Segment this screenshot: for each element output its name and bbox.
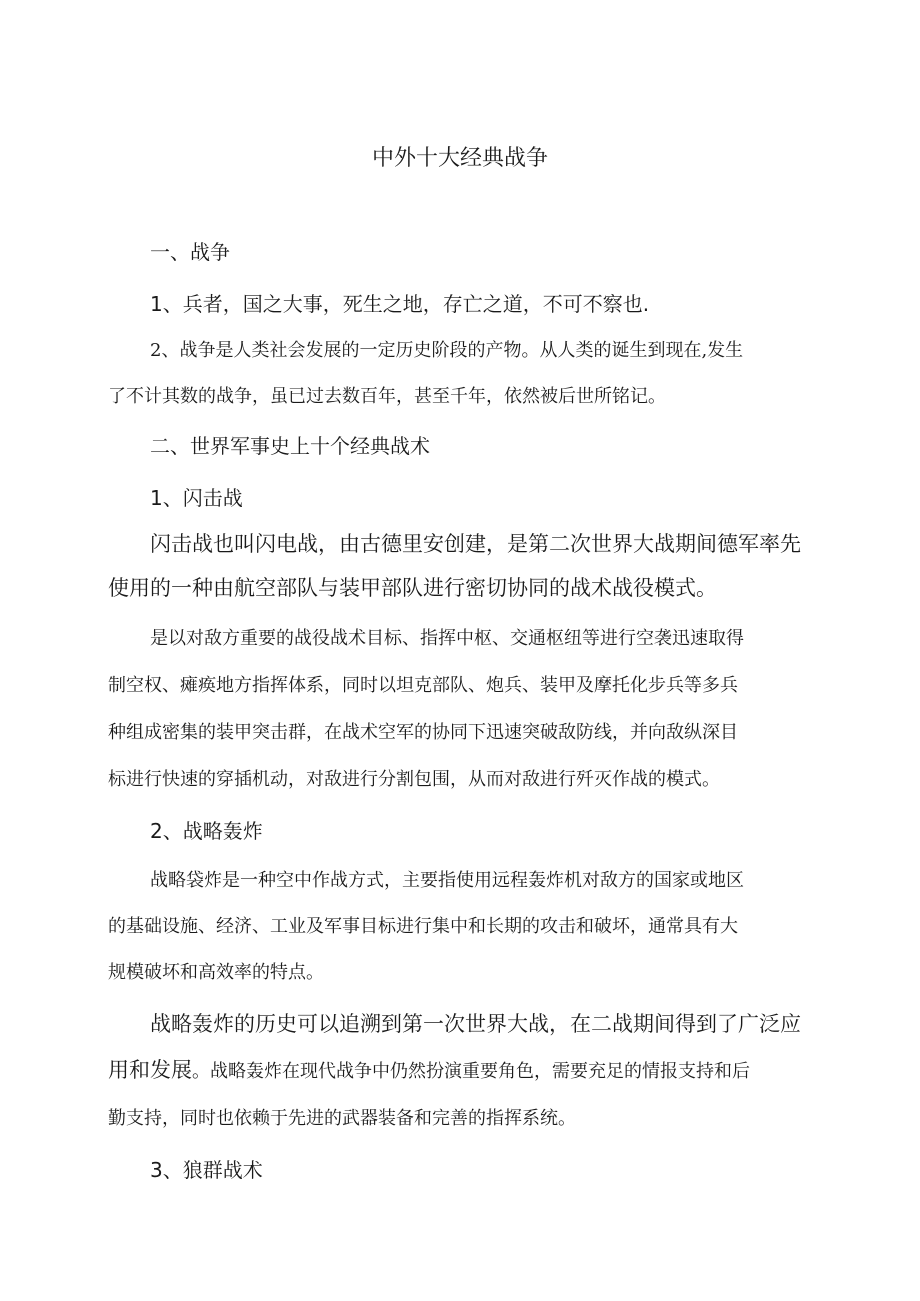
blitzkrieg-para-2-line-4: 标进行快速的穿插机动，对敌进行分割包围，从而对敌进行歼灭作战的模式。 [108,769,720,790]
bombing-para-2-line-3: 勤支持，同时也依赖于先进的武器装备和完善的指挥系统。 [108,1108,576,1129]
subsection-heading-wolfpack: 3、狼群战术 [150,1158,263,1182]
bombing-para-2-line-2-rest: 。战略轰炸在现代战争中仍然扮演重要角色，需要充足的情报支持和后 [192,1061,750,1082]
item-2-line-1: 2、战争是人类社会发展的一定历史阶段的产物。从人类的诞生到现在,发生 [150,340,744,361]
item-1: 1、兵者，国之大事，死生之地，存亡之道，不可不察也. [150,292,650,316]
blitzkrieg-para-1-line-1: 闪击战也叫闪电战，由古德里安创建，是第二次世界大战期间德军率先 [150,532,801,556]
blitzkrieg-para-2-line-1: 是以对敌方重要的战役战术目标、指挥中枢、交通枢纽等进行空袭迅速取得 [150,628,744,649]
blitzkrieg-para-1-line-2: 使用的一种由航空部队与装甲部队进行密切协同的战术战役模式。 [108,576,717,600]
bombing-para-2-line-2 [108,1054,750,1084]
subsection-heading-strategic-bombing: 2、战略轰炸 [150,819,263,843]
bombing-para-1-line-2: 的基础设施、经济、工业及军事目标进行集中和长期的攻击和破坏，通常具有大 [108,916,738,937]
section-heading-war: 一、战争 [150,240,230,264]
blitzkrieg-para-2-line-2: 制空权、瘫痪地方指挥体系，同时以坦克部队、炮兵、装甲及摩托化步兵等多兵 [108,675,738,696]
section-heading-tactics: 二、世界军事史上十个经典战术 [150,434,430,458]
item-2-line-2: 了不计其数的战争，虽已过去数百年，甚至千年，依然被后世所铭记。 [108,386,666,407]
blitzkrieg-para-2-line-3: 种组成密集的装甲突击群，在战术空军的协同下迅速突破敌防线，并向敌纵深目 [108,722,738,743]
bombing-para-1-line-3: 规模破坏和高效率的特点。 [108,962,324,983]
bombing-para-2-line-1: 战略轰炸的历史可以追溯到第一次世界大战，在二战期间得到了广泛应 [150,1012,801,1036]
bombing-para-2-line-2-emphasis: 用和发展 [108,1058,192,1082]
bombing-para-1-line-1: 战略袋炸是一种空中作战方式，主要指使用远程轰炸机对敌方的国家或地区 [150,870,744,891]
document-title: 中外十大经典战争 [371,146,548,171]
subsection-heading-blitzkrieg: 1、闪击战 [150,486,243,510]
